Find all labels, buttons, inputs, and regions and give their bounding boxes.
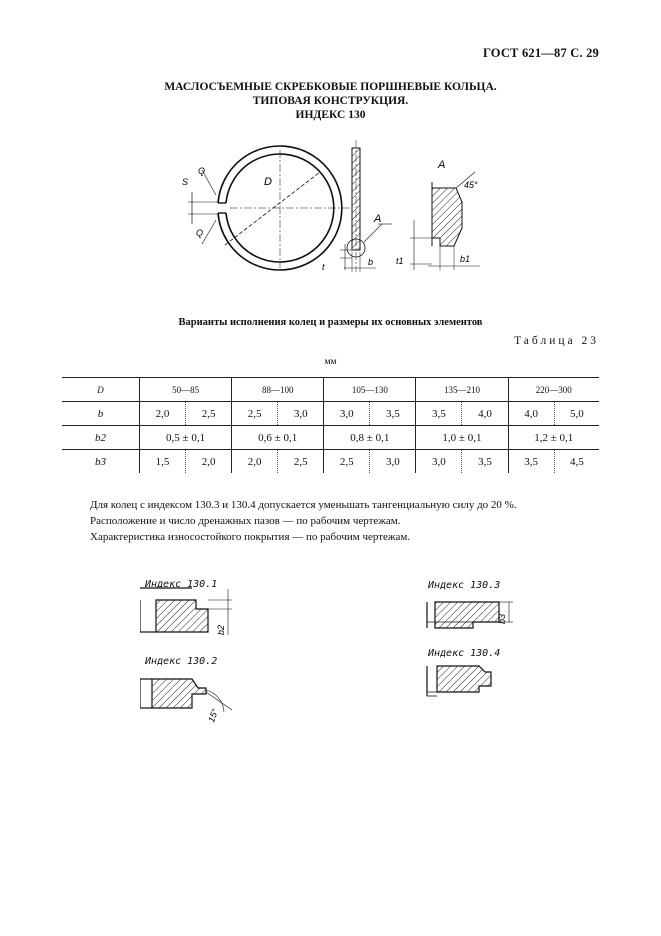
dim-b2: b2 xyxy=(216,624,226,635)
range-cell: 88—100 xyxy=(232,378,324,402)
title-line-3: ИНДЕКС 130 xyxy=(295,109,366,121)
table-cell: 3,5 xyxy=(370,402,416,426)
table-header-row xyxy=(62,378,599,402)
table-cell: 3,5 xyxy=(462,450,508,474)
table-cell: 2,5 xyxy=(278,450,324,474)
dimensions-table xyxy=(62,377,599,473)
title-line-1: МАСЛОСЪЕМНЫЕ СКРЕБКОВЫЕ ПОРШНЕВЫЕ КОЛЬЦА. xyxy=(164,81,497,93)
label-q-top: Q xyxy=(198,166,206,176)
table-cell: 3,0 xyxy=(278,402,324,426)
range-cell: 50—85 xyxy=(140,378,232,402)
range-cell: 220—300 xyxy=(508,378,599,402)
range-cell: 135—210 xyxy=(416,378,508,402)
table-cell: 5,0 xyxy=(554,402,599,426)
table-row-b2 xyxy=(62,426,599,450)
table-cell: 2,0 xyxy=(140,402,186,426)
callout-a: A xyxy=(374,213,382,225)
variant-130-4-drawing xyxy=(425,656,525,701)
table-cell: 2,5 xyxy=(324,450,370,474)
table-number: Таблица 23 xyxy=(514,335,599,347)
row-label: b xyxy=(62,402,140,426)
variant-130-1-label: Индекс 130.1 xyxy=(145,579,218,590)
table-cell: 0,8 ± 0,1 xyxy=(324,426,416,450)
table-cell: 3,0 xyxy=(416,450,462,474)
note-2: Расположение и число дренажных пазов — по рабочим чертежам. xyxy=(90,515,401,527)
unit-label: мм xyxy=(324,357,337,367)
dim-b3: b3 xyxy=(497,613,507,624)
table-cell: 3,5 xyxy=(508,450,554,474)
table-row-b xyxy=(62,402,599,426)
table-cell: 4,0 xyxy=(508,402,554,426)
table-cell: 4,5 xyxy=(554,450,599,474)
detail-view-a xyxy=(396,159,480,270)
variant-130-2-label: Индекс 130.2 xyxy=(145,656,218,667)
view-a-title: A xyxy=(438,159,446,171)
table-cell: 1,0 ± 0,1 xyxy=(416,426,508,450)
table-cell: 3,0 xyxy=(370,450,416,474)
table-cell: 1,5 xyxy=(140,450,186,474)
page-header: ГОСТ 621—87 С. 29 xyxy=(482,46,599,60)
label-s: S xyxy=(182,177,189,187)
table-cell: 2,5 xyxy=(232,402,278,426)
ring-plan-view xyxy=(182,146,350,270)
label-angle-45: 45° xyxy=(464,180,478,190)
table-cell: 0,6 ± 0,1 xyxy=(232,426,324,450)
table-cell: 2,0 xyxy=(186,450,232,474)
variant-130-3-drawing xyxy=(425,592,525,637)
row-label: b3 xyxy=(95,455,106,468)
label-diameter: D xyxy=(264,176,272,188)
label-b: b xyxy=(368,257,374,267)
label-q-bottom: Q xyxy=(196,228,204,238)
table-cell: 1,2 ± 0,1 xyxy=(508,426,599,450)
variant-130-2-drawing xyxy=(140,670,250,725)
table-cell: 2,0 xyxy=(232,450,278,474)
table-cell: 4,0 xyxy=(462,402,508,426)
row-label: b2 xyxy=(62,426,140,450)
label-b1: b1 xyxy=(460,254,471,264)
range-cell: 105—130 xyxy=(324,378,416,402)
table-caption: Варианты исполнения колец и размеры их основных элементов xyxy=(178,317,483,328)
note-3: Характеристика износостойкого покрытия — по рабочим чертежам. xyxy=(90,531,411,543)
variant-130-1-drawing xyxy=(140,585,250,645)
title-line-2: ТИПОВАЯ КОНСТРУКЦИЯ. xyxy=(252,95,409,107)
variant-130-3-label: Индекс 130.3 xyxy=(428,580,501,591)
ring-drawing xyxy=(170,140,500,280)
note-1: Для колец с индексом 130.3 и 130.4 допускается уменьшать тангенциальную силу до 20 %. xyxy=(90,499,517,511)
table-row-b3 xyxy=(62,450,599,474)
table-cell: 2,5 xyxy=(186,402,232,426)
label-t1: t1 xyxy=(396,256,404,266)
table-cell: 3,0 xyxy=(324,402,370,426)
ring-section-view xyxy=(322,140,392,272)
table-cell: 3,5 xyxy=(416,402,462,426)
label-t: t xyxy=(322,262,325,272)
variant-130-4-label: Индекс 130.4 xyxy=(428,648,501,659)
header-label: D xyxy=(62,378,140,402)
dim-15-deg: 15° xyxy=(206,707,221,724)
table-cell: 0,5 ± 0,1 xyxy=(140,426,232,450)
